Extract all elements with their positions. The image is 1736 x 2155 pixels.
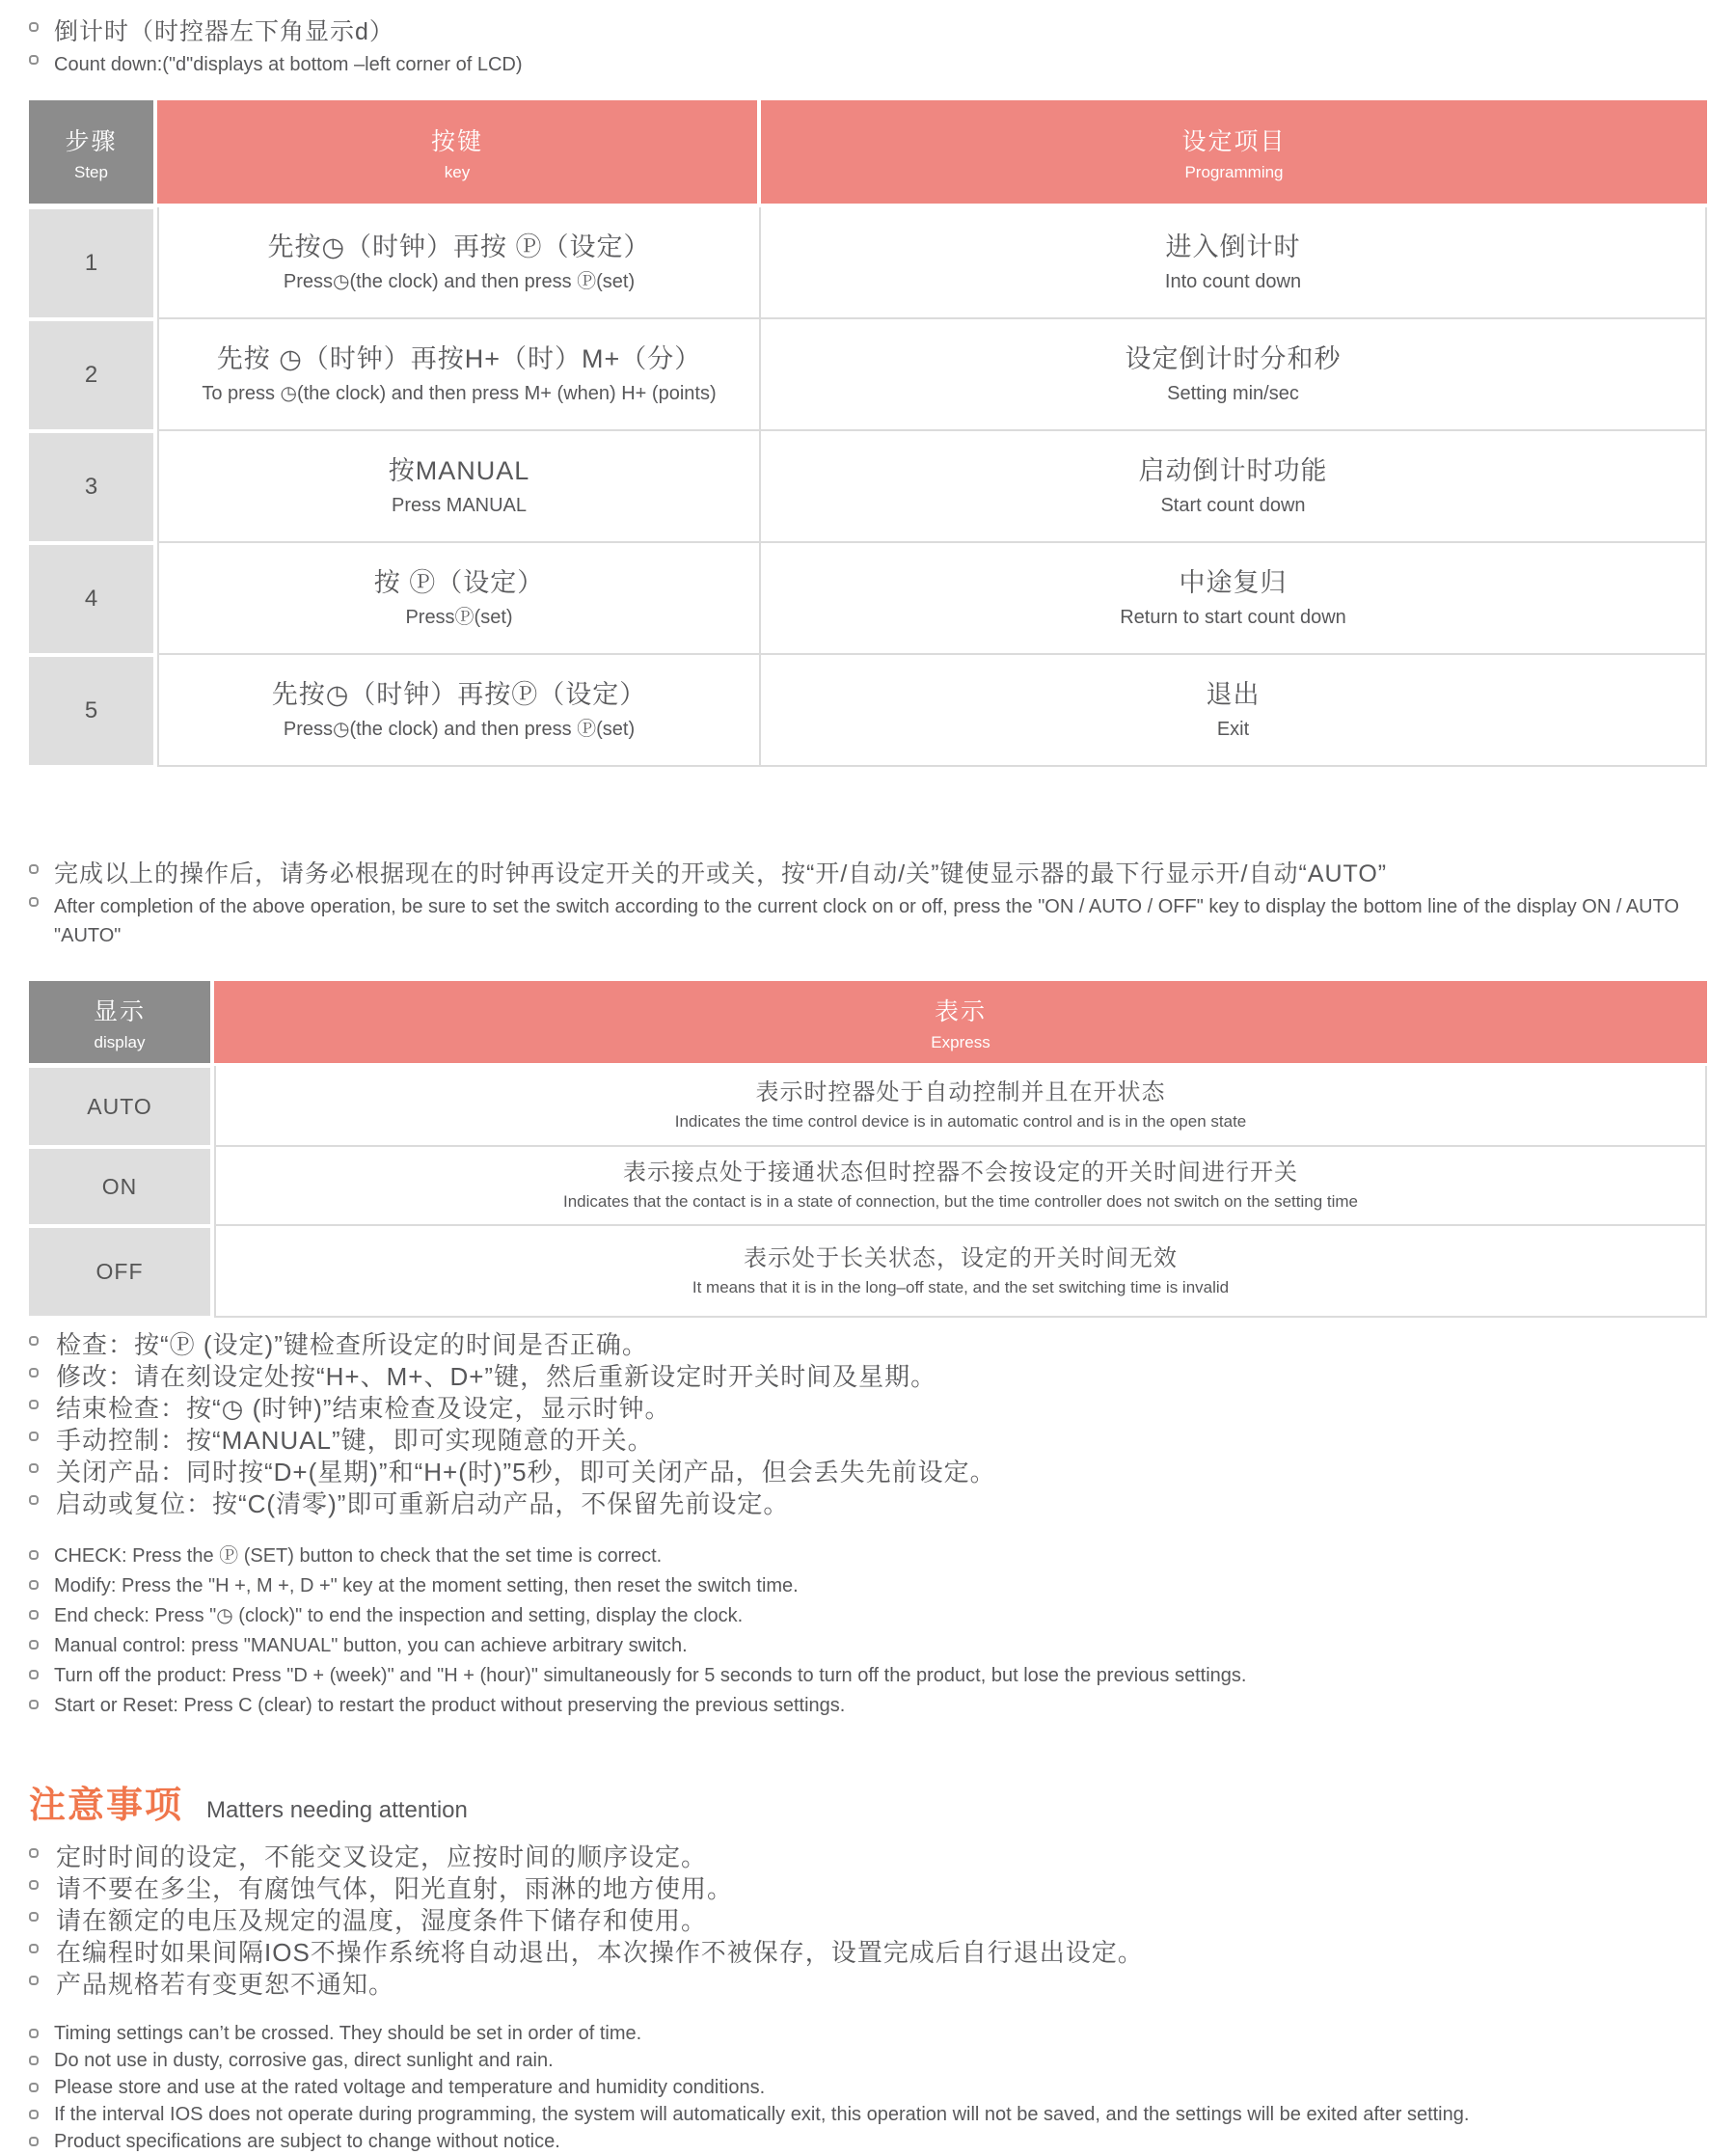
list-item: [29, 2047, 1707, 2074]
display-label: AUTO: [29, 1068, 210, 1145]
key-cell: [157, 431, 761, 543]
operation-en-text: CHECK: Press the Ⓟ (SET) button to check that the set time is correct.: [54, 1545, 663, 1567]
key-en: Press◷(the clock) and then press Ⓟ(set): [283, 271, 636, 292]
note-section: [29, 858, 1707, 950]
express-en: Indicates the time control device is in automatic control and is in the open state: [674, 1112, 1247, 1131]
list-item: [29, 2020, 1707, 2047]
key-zh: 先按◷（时钟）再按 Ⓟ（设定）: [267, 232, 651, 261]
attention-heading: [29, 1775, 1707, 1828]
programming-cell: [761, 543, 1707, 655]
header-step-cell: [29, 100, 153, 204]
programming-cell: [761, 207, 1707, 319]
bullet-icon: [29, 1610, 39, 1620]
key-cell: [157, 207, 761, 319]
header-display-cell: [29, 981, 210, 1063]
display-table-header: [29, 981, 1707, 1063]
note-en-text: After completion of the above operation, be sure to set the switch according to the current clock on or off, press the "ON / AUTO / OFF" key to display the bottom line of the display ON / AUTO "AUTO": [54, 896, 1680, 946]
step-number: 4: [29, 545, 153, 653]
header-step-en: Step: [74, 162, 108, 181]
attention-zh-text: 在编程时如果间隔IOS不操作系统将自动退出，本次操作不被保存，设置完成后自行退出设定。: [56, 1938, 1144, 1967]
programming-cell: [761, 655, 1707, 767]
header-programming-zh: 设定项目: [1181, 127, 1287, 155]
programming-zh: 进入倒计时: [1165, 232, 1301, 261]
list-item: [29, 1661, 1707, 1691]
express-zh: 表示处于长关状态，设定的开关时间无效: [744, 1244, 1178, 1271]
operation-en-text: End check: Press "◷ (clock)" to end the inspection and setting, display the clock.: [54, 1605, 744, 1626]
key-zh: 先按 ◷（时钟）再按H+（时）M+（分）: [216, 344, 702, 373]
table-row: [29, 207, 1707, 319]
steps-table-header: [29, 100, 1707, 204]
bullet-icon: [29, 1463, 39, 1473]
key-en: To press ◷(the clock) and then press M+ (when) H+ (points): [202, 383, 717, 404]
express-en: Indicates that the contact is in a state of connection, but the time controller does not switch on the setting time: [562, 1192, 1359, 1211]
key-en: Press◷(the clock) and then press Ⓟ(set): [283, 719, 636, 740]
key-zh: 按 Ⓟ（设定）: [373, 568, 545, 597]
express-zh: 表示时控器处于自动控制并且在开状态: [755, 1079, 1166, 1105]
bullet-icon: [29, 1580, 39, 1590]
header-express-en: Express: [931, 1032, 990, 1051]
key-cell: [157, 319, 761, 431]
attention-en-text: Timing settings can’t be crossed. They should be set in order of time.: [54, 2023, 642, 2044]
programming-zh: 设定倒计时分和秒: [1125, 344, 1342, 373]
bullet-icon: [29, 1912, 39, 1922]
key-en: PressⓅ(set): [405, 607, 513, 628]
bullet-icon: [29, 897, 39, 907]
programming-en: Exit: [1216, 719, 1250, 740]
step-number: 3: [29, 433, 153, 541]
bullet-icon: [29, 2137, 39, 2146]
programming-cell: [761, 431, 1707, 543]
list-item: [29, 1937, 1707, 1969]
express-en: It means that it is in the long–off state, and the set switching time is invalid: [692, 1277, 1230, 1296]
list-item: [29, 1691, 1707, 1721]
key-zh: 先按◷（时钟）再按Ⓟ（设定）: [271, 680, 647, 709]
intro-line-en: [29, 48, 1707, 79]
bullet-icon: [29, 1368, 39, 1378]
table-row: [29, 1226, 1707, 1318]
list-item: [29, 1601, 1707, 1631]
attention-zh-text: 产品规格若有变更恕不通知。: [56, 1970, 395, 1999]
step-number: 1: [29, 209, 153, 317]
note-line-zh: [29, 858, 1707, 890]
operation-en-text: Manual control: press "MANUAL" button, you can achieve arbitrary switch.: [54, 1635, 688, 1656]
programming-zh: 退出: [1206, 680, 1261, 709]
bullet-icon: [29, 2029, 39, 2038]
bullet-icon: [29, 1670, 39, 1679]
header-display-zh: 显示: [93, 997, 146, 1025]
display-label: ON: [29, 1149, 210, 1224]
programming-zh: 启动倒计时功能: [1138, 456, 1328, 485]
key-cell: [157, 543, 761, 655]
programming-en: Return to start count down: [1120, 607, 1346, 628]
bullet-icon: [29, 55, 39, 65]
programming-en: Into count down: [1164, 271, 1302, 292]
attention-zh-text: 定时时间的设定，不能交叉设定，应按时间的顺序设定。: [56, 1842, 708, 1871]
key-zh: 按MANUAL: [388, 456, 530, 485]
list-item: [29, 1631, 1707, 1661]
header-key-zh: 按键: [430, 127, 483, 155]
list-item: [29, 1425, 1707, 1457]
operation-en-text: Start or Reset: Press C (clear) to restart the product without preserving the previous settings.: [54, 1695, 846, 1716]
programming-zh: 中途复归: [1179, 568, 1288, 597]
programming-en: Start count down: [1160, 495, 1306, 516]
list-item: [29, 1393, 1707, 1425]
attention-zh-text: 请不要在多尘，有腐蚀气体，阳光直射，雨淋的地方使用。: [56, 1874, 734, 1903]
note-line-en: [29, 890, 1707, 950]
bullet-icon: [29, 1432, 39, 1441]
bullet-icon: [29, 1700, 39, 1709]
bullet-icon: [29, 2083, 39, 2092]
display-table: [29, 981, 1707, 1318]
bullet-icon: [29, 2110, 39, 2119]
table-row: [29, 431, 1707, 543]
header-step-zh: 步骤: [65, 127, 118, 155]
programming-en: Setting min/sec: [1167, 383, 1299, 404]
list-item: [29, 1361, 1707, 1393]
bullet-icon: [29, 1400, 39, 1409]
attention-title-zh: 注意事项: [29, 1786, 184, 1826]
table-row: [29, 1147, 1707, 1226]
bullet-icon: [29, 1336, 39, 1346]
intro-zh-text: 倒计时（时控器左下角显示d）: [54, 18, 394, 45]
operation-zh-text: 启动或复位：按“C(清零)”即可重新启动产品，不保留先前设定。: [56, 1489, 790, 1518]
operation-zh-text: 修改：请在刻设定处按“H+、M+、D+”键，然后重新设定时开关时间及星期。: [56, 1362, 937, 1391]
list-item: [29, 1969, 1707, 2001]
header-programming-cell: [761, 100, 1707, 204]
header-express-cell: [214, 981, 1707, 1063]
bullet-icon: [29, 2056, 39, 2065]
list-item: [29, 2101, 1707, 2128]
list-item: [29, 1841, 1707, 1873]
table-row: [29, 319, 1707, 431]
key-cell: [157, 655, 761, 767]
steps-table: [29, 100, 1707, 767]
express-cell: [214, 1066, 1707, 1147]
intro-en-text: Count down:("d"displays at bottom –left corner of LCD): [54, 54, 523, 75]
bullet-icon: [29, 1495, 39, 1505]
display-label: OFF: [29, 1228, 210, 1316]
list-item: [29, 1488, 1707, 1520]
operation-zh-text: 手动控制：按“MANUAL”键，即可实现随意的开关。: [56, 1426, 654, 1455]
bullet-icon: [29, 1550, 39, 1560]
attention-list-zh: [29, 1841, 1707, 2001]
bullet-icon: [29, 1640, 39, 1650]
operation-zh-text: 关闭产品：同时按“D+(星期)”和“H+(时)”5秒，即可关闭产品，但会丢失先前设定。: [56, 1458, 996, 1487]
express-zh: 表示接点处于接通状态但时控器不会按设定的开关时间进行开关: [623, 1159, 1298, 1186]
attention-en-text: Do not use in dusty, corrosive gas, direct sunlight and rain.: [54, 2050, 554, 2071]
express-cell: [214, 1147, 1707, 1226]
table-row: [29, 655, 1707, 767]
bullet-icon: [29, 1944, 39, 1953]
header-key-en: key: [444, 162, 471, 181]
table-row: [29, 543, 1707, 655]
header-key-cell: [157, 100, 757, 204]
attention-list-en: [29, 2020, 1707, 2155]
header-display-en: display: [94, 1032, 146, 1051]
key-en: Press MANUAL: [391, 495, 528, 516]
operation-en-text: Modify: Press the "H +, M +, D +" key at the moment setting, then reset the switch time.: [54, 1575, 799, 1596]
attention-title-en: Matters needing attention: [206, 1797, 468, 1823]
bullet-icon: [29, 864, 39, 874]
attention-en-text: If the interval IOS does not operate during programming, the system will automatically exit, this operation will not be saved, and the settings will be exited after setting.: [54, 2104, 1470, 2125]
note-zh-text: 完成以上的操作后，请务必根据现在的时钟再设定开关的开或关，按“开/自动/关”键使显示器的最下行显示开/自动“AUTO”: [54, 860, 1388, 887]
operation-zh-text: 结束检查：按“◷ (时钟)”结束检查及设定，显示时钟。: [56, 1394, 671, 1423]
list-item: [29, 2074, 1707, 2101]
operation-zh-text: 检查：按“Ⓟ (设定)”键检查所设定的时间是否正确。: [56, 1330, 648, 1359]
list-item: [29, 1571, 1707, 1601]
programming-cell: [761, 319, 1707, 431]
step-number: 5: [29, 657, 153, 765]
list-item: [29, 1905, 1707, 1937]
intro-line-zh: [29, 15, 1707, 48]
table-row: [29, 1066, 1707, 1147]
step-number: 2: [29, 321, 153, 429]
header-programming-en: Programming: [1184, 162, 1284, 181]
list-item: [29, 2128, 1707, 2155]
attention-zh-text: 请在额定的电压及规定的温度，湿度条件下储存和使用。: [56, 1906, 708, 1935]
operations-list-en: [29, 1541, 1707, 1721]
bullet-icon: [29, 1848, 39, 1858]
attention-en-text: Product specifications are subject to change without notice.: [54, 2131, 560, 2152]
operations-list-zh: [29, 1329, 1707, 1520]
attention-en-text: Please store and use at the rated voltage and temperature and humidity conditions.: [54, 2077, 766, 2098]
bullet-icon: [29, 22, 39, 32]
express-cell: [214, 1226, 1707, 1318]
operation-en-text: Turn off the product: Press "D + (week)" and "H + (hour)" simultaneously for 5 seconds to turn off the product, but lose the previous settings.: [54, 1665, 1247, 1686]
list-item: [29, 1329, 1707, 1361]
list-item: [29, 1457, 1707, 1488]
bullet-icon: [29, 1880, 39, 1890]
list-item: [29, 1873, 1707, 1905]
bullet-icon: [29, 1976, 39, 1985]
header-express-zh: 表示: [934, 997, 987, 1025]
list-item: [29, 1541, 1707, 1571]
